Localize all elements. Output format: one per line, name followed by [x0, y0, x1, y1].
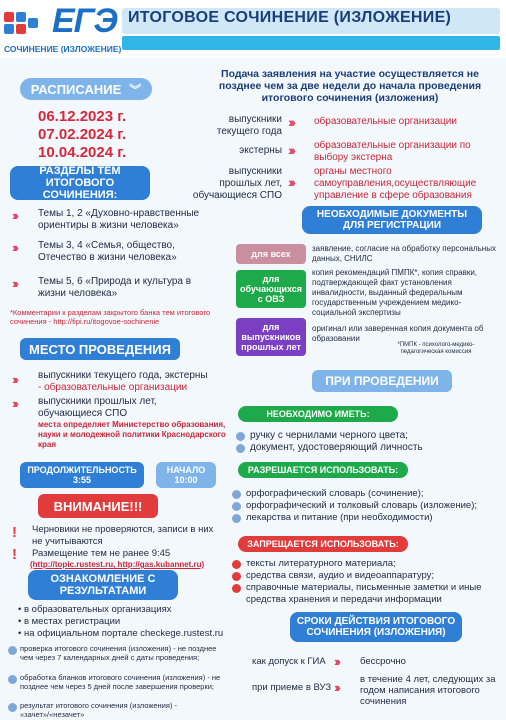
validity-case: как допуск к ГИА: [252, 656, 326, 667]
doc-tag-ovz: для обучающихся с ОВЗ: [236, 270, 306, 308]
exclamation-icon: !: [12, 546, 17, 563]
result-item: • в местах регистрации: [18, 616, 121, 627]
attention-links[interactable]: (http://topic.rustest.ru, http://gas.kubannet.ru): [30, 560, 205, 569]
chevron-right-icon: ›››: [12, 372, 16, 387]
chevron-right-icon: ›››: [12, 240, 16, 255]
allowed-item: лекарства и питание (при необходимости): [246, 512, 433, 523]
validity-badge: СРОКИ ДЕЙСТВИЯ ИТОГОВОГО СОЧИНЕНИЯ (ИЗЛОЖЕНИЯ): [290, 612, 462, 642]
venue-place: - образовательные организации: [38, 382, 188, 393]
chevron-right-icon: ›››: [288, 142, 293, 158]
duration-label: ПРОДОЛЖИТЕЛЬНОСТЬ: [27, 465, 137, 475]
logo-subtitle: СОЧИНЕНИЕ (ИЗЛОЖЕНИЕ): [4, 44, 122, 54]
schedule-date: 06.12.2023 г.: [38, 108, 127, 125]
required-item: документ, удостоверяющий личность: [250, 442, 423, 453]
attention-item: Черновики не проверяются, записи в них не учитываются: [32, 524, 214, 547]
cross-icon: [232, 584, 241, 593]
sections-badge: РАЗДЕЛЫ ТЕМ ИТОГОВОГО СОЧИНЕНИЯ:: [10, 166, 150, 200]
bullet-icon: [232, 490, 241, 499]
duration-value: 3:55: [72, 475, 91, 485]
chevron-right-icon: ›››: [288, 174, 293, 190]
chevron-right-icon: ›››: [288, 114, 293, 130]
topic-section: Темы 1, 2 «Духовно-нравственные ориентиры в жизни человека»: [38, 208, 200, 231]
page-title: ИТОГОВОЕ СОЧИНЕНИЕ (ИЗЛОЖЕНИЕ): [128, 9, 452, 26]
chevron-right-icon: ›››: [12, 276, 16, 291]
schedule-label: РАСПИСАНИЕ: [30, 81, 122, 97]
topic-section: Темы 3, 4 «Семья, общество, Отечество в жизни человека»: [38, 240, 177, 263]
required-item: ручку с чернилами черного цвета;: [250, 430, 408, 441]
chevron-right-icon: ›››: [12, 396, 16, 411]
allowed-badge: РАЗРЕШАЕТСЯ ИСПОЛЬЗОВАТЬ:: [238, 462, 408, 478]
applicant-type: экстерны: [239, 145, 282, 156]
check-item: проверка итогового сочинения (изложения) - не позднее чем через 7 календарных дней с даты проведения;: [20, 644, 217, 662]
topic-section: Темы 5, 6 «Природа и культура в жизни человека»: [38, 276, 192, 299]
documents-badge: НЕОБХОДИМЫЕ ДОКУМЕНТЫ ДЛЯ РЕГИСТРАЦИИ: [302, 206, 482, 234]
bullet-icon: [232, 502, 241, 511]
application-place: образовательные организации по выбору экстерна: [314, 140, 471, 163]
check-item: результат итогового сочинения (изложения) - «зачет»/«незачет»: [20, 701, 178, 719]
attention-badge: ВНИМАНИЕ!!!: [38, 494, 158, 518]
application-place: образовательные организации: [314, 116, 457, 127]
doc-text: заявление, согласие на обработку персональных данных, СНИЛС: [312, 244, 496, 263]
forbidden-badge: ЗАПРЕЩАЕТСЯ ИСПОЛЬЗОВАТЬ:: [238, 536, 408, 552]
title-stripe: [122, 36, 500, 50]
bullet-icon: [8, 703, 17, 712]
results-badge: ОЗНАКОМЛЕНИЕ С РЕЗУЛЬТАТАМИ: [28, 570, 178, 600]
logo-text: ЕГЭ: [52, 2, 117, 40]
venue-note: места определяет Министерство образования, науки и молодежной политики Краснодарского края: [38, 420, 226, 449]
doc-text: оригинал или заверенная копия документа об образовании: [312, 324, 484, 343]
allowed-item: орфографический словарь (сочинение);: [246, 488, 424, 499]
chevron-right-icon: ›››: [334, 654, 338, 669]
sections-note[interactable]: *Комментарии к разделам закрытого банка тем итогового сочинения - http://fipi.ru/itogovoe-sochinenie: [10, 308, 211, 326]
bullet-icon: [236, 444, 245, 453]
cross-icon: [232, 572, 241, 581]
forbidden-item: справочные материалы, письменные заметки и иные средства хранения и передачи информации: [246, 582, 482, 605]
application-heading: Подача заявления на участие осуществляется не позднее чем за две недели до начала проведения итогового сочинения (изложения): [218, 68, 482, 104]
start-label: НАЧАЛО: [166, 465, 206, 475]
forbidden-item: средства связи, аудио и видеоаппаратуру;: [246, 570, 435, 581]
allowed-item: орфографический и толковый словарь (изложение);: [246, 500, 477, 511]
chevron-down-icon: ︾: [129, 82, 142, 97]
required-badge: НЕОБХОДИМО ИМЕТЬ:: [238, 406, 398, 422]
venue-line: выпускники прошлых лет, обучающиеся СПО: [38, 396, 157, 419]
schedule-badge: [20, 78, 152, 100]
cross-icon: [232, 560, 241, 569]
validity-term: в течение 4 лет, следующих за годом написания итогового сочинения: [360, 674, 496, 707]
start-value: 10:00: [174, 475, 198, 485]
duration-badge: [20, 462, 144, 488]
exclamation-icon: !: [12, 524, 17, 541]
application-place: органы местного самоуправления,осуществляющие управление в сфере образования: [314, 166, 477, 201]
schedule-date: 07.02.2024 г.: [38, 126, 127, 143]
doc-tag-past: для выпускников прошлых лет: [236, 318, 306, 356]
during-badge: ПРИ ПРОВЕДЕНИИ: [312, 370, 452, 392]
doc-text: копия рекомендаций ПМПК*, копия справки, подтверждающей факт установления инвалидности, выданный федеральным государственным учреждением медико-социальной экспертизы: [312, 268, 478, 317]
venue-badge: МЕСТО ПРОВЕДЕНИЯ: [20, 338, 180, 360]
attention-item: Размещение тем не ранее 9:45: [32, 548, 171, 559]
start-badge: [156, 462, 216, 488]
doc-tag-all: для всех: [236, 244, 306, 264]
validity-term: бессрочно: [360, 656, 406, 667]
forbidden-item: тексты литературного материала;: [246, 558, 396, 569]
bullet-icon: [8, 646, 17, 655]
applicant-type: выпускники текущего года: [216, 114, 282, 137]
applicant-type: выпускники прошлых лет, обучающиеся СПО: [192, 166, 282, 201]
bullet-icon: [8, 675, 17, 684]
bullet-icon: [236, 432, 245, 441]
bullet-icon: [232, 514, 241, 523]
schedule-date: 10.04.2024 г.: [38, 144, 127, 161]
check-item: обработка бланков итогового сочинения (изложения) - не позднее чем через 5 дней после завершения проверки;: [20, 673, 221, 691]
chevron-right-icon: ›››: [334, 680, 338, 695]
result-item: • в образовательных организациях: [18, 604, 172, 615]
result-item: • на официальном портале checkege.rustest.ru: [18, 628, 224, 639]
doc-note: *ПМПК - психолого-медико-педагогическая комиссия: [397, 342, 475, 355]
chevron-right-icon: ›››: [12, 208, 16, 223]
venue-line: выпускники текущего года, экстерны: [38, 370, 208, 381]
validity-case: при приеме в ВУЗ: [252, 682, 332, 693]
